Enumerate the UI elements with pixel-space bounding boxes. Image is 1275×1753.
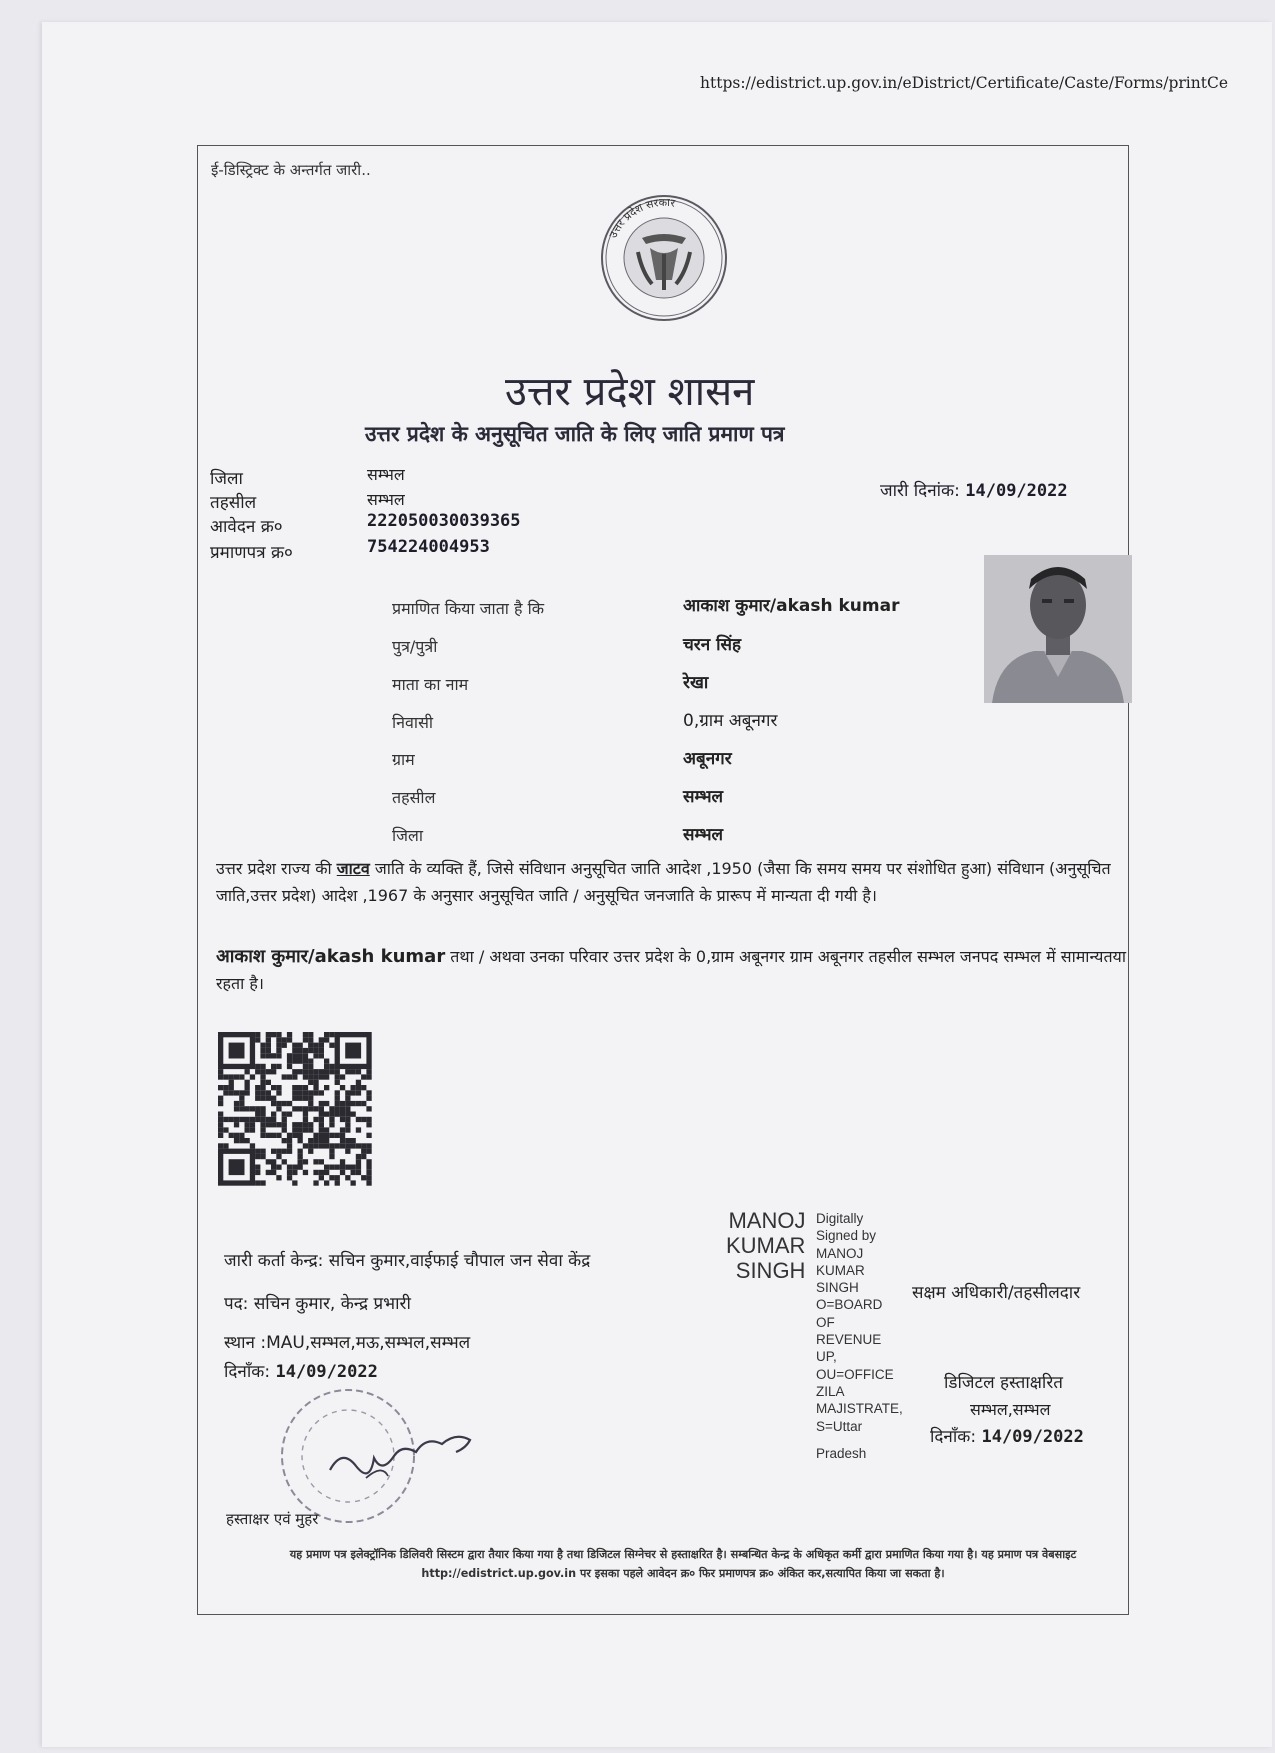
- sig-detail-line: SINGH: [816, 1280, 859, 1296]
- meta-label-tehsil: तहसील: [210, 493, 257, 513]
- detail-label-certified: प्रमाणित किया जाता है कि: [392, 599, 545, 618]
- verification-qr-code: [218, 1032, 378, 1187]
- para2-name: आकाश कुमार/akash kumar: [216, 946, 446, 967]
- detail-value-tehsil: सम्भल: [683, 787, 724, 807]
- issue-date: [880, 478, 1068, 501]
- para1-before: उत्तर प्रदेश राज्य की: [216, 859, 337, 878]
- detail-value-mother: रेखा: [683, 673, 709, 693]
- sig-detail-line: O=BOARD: [816, 1297, 883, 1313]
- detail-value-village: अबूनगर: [683, 749, 732, 769]
- sig-detail-line: Signed by: [816, 1228, 877, 1244]
- competent-authority: सक्षम अधिकारी/तहसीलदार: [912, 1283, 1081, 1303]
- ds-date-label: दिनाँक:: [930, 1427, 977, 1447]
- detail-label-district: जिला: [392, 826, 424, 845]
- detail-value-name: आकाश कुमार/akash kumar: [683, 596, 900, 616]
- para2-after: तथा / अथवा उनका परिवार उत्तर प्रदेश के 0,ग्राम अबूनगर ग्राम अबूनगर तहसील सम्भल जनपद सम्भल में सामान्यतया रहता है।: [216, 947, 1126, 993]
- issuer-post: पद: सचिन कुमार, केन्द्र प्रभारी: [224, 1294, 411, 1314]
- sig-detail-line: OU=OFFICE: [816, 1366, 894, 1382]
- meta-label-certificate-no: प्रमाणपत्र क्र०: [210, 543, 293, 563]
- meta-label-application-no: आवेदन क्र०: [210, 517, 283, 537]
- residence-paragraph: [216, 943, 1126, 997]
- meta-value-tehsil: सम्भल: [367, 490, 405, 509]
- signer-line-1: MANOJ: [728, 1208, 806, 1233]
- sig-detail-line: UP,: [816, 1349, 837, 1365]
- detail-label-resident: निवासी: [392, 713, 434, 732]
- sig-detail-line: OF: [816, 1314, 835, 1330]
- issue-place: स्थान :MAU,सम्भल,मऊ,सम्भल,सम्भल: [224, 1333, 471, 1353]
- signer-line-3: SINGH: [735, 1258, 806, 1283]
- sig-detail-line: Digitally: [816, 1211, 864, 1226]
- digitally-signed-label: डिजिटल हस्ताक्षरित: [944, 1373, 1063, 1393]
- sig-detail-line: KUMAR: [816, 1262, 865, 1278]
- digital-signer-name: [726, 1208, 805, 1283]
- meta-value-application-no: 222050030039365: [367, 511, 521, 531]
- para1-after: जाति के व्यक्ति हैं, जिसे संविधान अनुसूचित जाति आदेश ,1950 (जैसा कि समय समय पर संशोधित हुआ) संविधान (अनुसूचित जाति,उत्तर प्रदेश) आदेश ,1967 के अनुसार अनुसूचित जाति / अनुसूचित जनजाति के प्रारूप में मान्यता दी गयी है।: [216, 859, 1111, 905]
- caste-recognition-paragraph: [216, 855, 1126, 909]
- page-title: उत्तर प्रदेश शासन: [505, 369, 755, 415]
- signer-line-2: KUMAR: [726, 1233, 806, 1258]
- issue-date-label: जारी दिनांक:: [880, 481, 960, 501]
- detail-label-parent: पुत्र/पुत्री: [392, 637, 438, 656]
- office-stamp-and-signature: [270, 1378, 485, 1528]
- caste-name: जाटव: [336, 859, 370, 878]
- issue-date-lower-value: 14/09/2022: [275, 1362, 378, 1382]
- issuing-center: जारी कर्ता केन्द्र: सचिन कुमार,वाईफाई चौपाल जन सेवा केंद्र: [224, 1251, 591, 1271]
- digital-signature-details: [816, 1210, 903, 1462]
- issue-date-lower-label: दिनाँक:: [224, 1362, 271, 1382]
- applicant-photo: [984, 555, 1132, 703]
- up-government-emblem: [590, 192, 738, 322]
- sig-detail-line: [816, 1435, 903, 1445]
- detail-value-resident: 0,ग्राम अबूनगर: [683, 711, 778, 731]
- detail-label-mother: माता का नाम: [392, 675, 469, 694]
- digitally-signed-date: [930, 1424, 1084, 1447]
- sig-detail-line: MAJISTRATE,: [816, 1401, 903, 1417]
- sig-detail-line: ZILA: [816, 1383, 845, 1399]
- certificate-subtitle: उत्तर प्रदेश के अनुसूचित जाति के लिए जाति प्रमाण पत्र: [365, 422, 785, 446]
- detail-label-tehsil: तहसील: [392, 788, 436, 807]
- sig-detail-line: Pradesh: [816, 1445, 867, 1461]
- meta-value-certificate-no: 754224004953: [367, 537, 490, 557]
- sig-detail-line: MANOJ: [816, 1245, 864, 1261]
- meta-label-district: जिला: [210, 469, 243, 489]
- detail-value-district: सम्भल: [683, 825, 724, 845]
- signature-and-seal-label: हस्ताक्षर एवं मुहर: [226, 1510, 319, 1528]
- digitally-signed-place: सम्भल,सम्भल: [970, 1400, 1051, 1419]
- meta-value-district: सम्भल: [367, 465, 405, 484]
- emblem-text: उत्तर प्रदेश सरकार: [606, 195, 676, 241]
- ds-date-value: 14/09/2022: [981, 1427, 1084, 1447]
- detail-label-village: ग्राम: [392, 750, 415, 769]
- sig-detail-line: REVENUE: [816, 1332, 882, 1348]
- detail-value-father: चरन सिंह: [683, 635, 742, 655]
- issued-under-text: ई-डिस्ट्रिक्ट के अन्तर्गत जारी..: [211, 161, 371, 179]
- sig-detail-line: S=Uttar: [816, 1418, 863, 1434]
- verification-footer: यह प्रमाण पत्र इलेक्ट्रॉनिक डिलिवरी सिस्टम द्वारा तैयार किया गया है तथा डिजिटल सिग्नेचर से हस्ताक्षरित है। सम्बन्धित केन्द्र के अधिकृत कर्मी द्वारा प्रमाणित किया गया है। यह प्रमाण पत्र वेबसाइट http://edistrict.up.gov.in पर इसका पहले आवेदन क्र० फिर प्रमाणपत्र क्र० अंकित कर,सत्यापित किया जा सकता है।: [289, 1548, 1077, 1580]
- issue-date-value: 14/09/2022: [965, 481, 1068, 501]
- page-url: https://edistrict.up.gov.in/eDistrict/Certificate/Caste/Forms/printCe: [700, 74, 1228, 92]
